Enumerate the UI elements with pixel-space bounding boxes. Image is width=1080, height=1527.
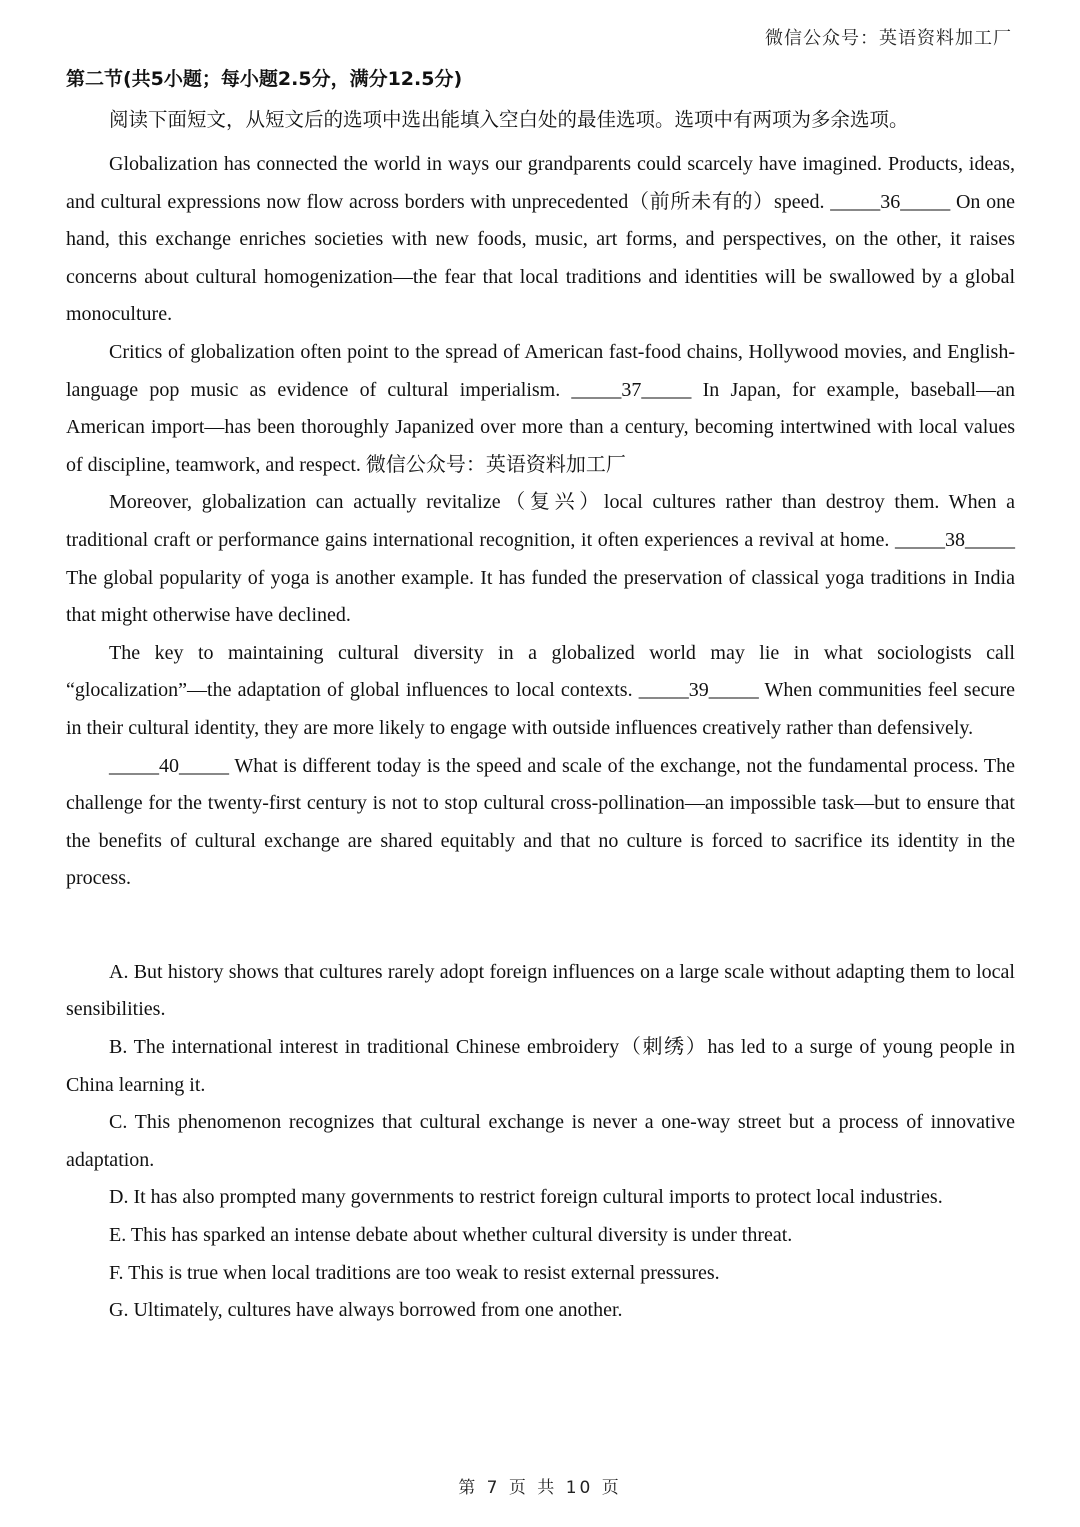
header-watermark: 微信公众号：英语资料加工厂 bbox=[765, 28, 1012, 49]
instructions: 阅读下面短文，从短文后的选项中选出能填入空白处的最佳选项。选项中有两项为多余选项。 bbox=[109, 108, 909, 131]
options-list bbox=[66, 954, 1015, 1330]
option-e: E. This has sparked an intense debate about whether cultural diversity is under threat. bbox=[109, 1224, 793, 1247]
option-a: A. But history shows that cultures rarely adopt foreign influences on a large scale without adapting them to local sensibilities. bbox=[66, 960, 1015, 1021]
blank-40: _____40_____ bbox=[109, 754, 229, 777]
page-footer: 第 7 页 共 10 页 bbox=[458, 1478, 622, 1498]
blank-36: _____36_____ bbox=[830, 190, 951, 213]
blank-37: _____37_____ bbox=[571, 378, 692, 401]
paragraph-1-text-a: Globalization has connected the world in ways our grandparents could scarcely have imagined. Products, ideas, and cultural expressions now flow across borders with unprecedented（前所未有的）speed. bbox=[66, 153, 1015, 213]
option-d: D. It has also prompted many governments to restrict foreign cultural imports to protect local industries. bbox=[109, 1186, 943, 1209]
paragraph-3-text-b: The global popularity of yoga is another example. It has funded the preservation of classical yoga traditions in India that might otherwise have declined. bbox=[66, 566, 1015, 627]
section-title: 第二节(共5小题；每小题2.5分，满分12.5分) bbox=[66, 68, 463, 90]
paragraph-3-text-a: Moreover, globalization can actually revitalize（复兴）local cultures rather than destroy them. When a traditional craft or performance gains international recognition, it often experiences a revival at home. bbox=[66, 491, 1015, 551]
paragraph-1 bbox=[66, 146, 1015, 334]
option-c: C. This phenomenon recognizes that cultural exchange is never a one-way street but a process of innovative adaptation. bbox=[66, 1111, 1015, 1171]
option-b: B. The international interest in traditional Chinese embroidery（刺绣）has led to a surge of young people in China learning it. bbox=[66, 1036, 1015, 1096]
blank-39: _____39_____ bbox=[638, 679, 759, 702]
option-f: F. This is true when local traditions are too weak to resist external pressures. bbox=[109, 1261, 720, 1284]
paragraph-2 bbox=[66, 334, 1015, 484]
paragraph-4 bbox=[66, 635, 1015, 748]
option-g: G. Ultimately, cultures have always borrowed from one another. bbox=[109, 1299, 623, 1322]
exam-page bbox=[66, 62, 1015, 1330]
paragraph-1-text-b: On one hand, this exchange enriches societies with new foods, music, art forms, and perspectives, on the other, it raises concerns about cultural homogenization—the fear that local traditions and identities will be swallowed by a global monoculture. bbox=[66, 190, 1015, 326]
paragraph-4-text-b: When communities feel secure in their cultural identity, they are more likely to engage with outside influences creatively rather than defensively. bbox=[66, 679, 1015, 739]
paragraph-3 bbox=[66, 484, 1015, 634]
paragraph-4-text-a: The key to maintaining cultural diversity in a globalized world may lie in what sociologists call “glocalization”—the adaptation of global influences to local contexts. bbox=[66, 641, 1015, 702]
paragraph-2-text-a: Critics of globalization often point to the spread of American fast-food chains, Hollywood movies, and English-language pop music as evidence of cultural imperialism. bbox=[66, 340, 1015, 401]
blank-38: _____38_____ bbox=[895, 528, 1015, 551]
paragraph-5 bbox=[66, 748, 1015, 898]
paragraph-5-text-b: What is different today is the speed and scale of the exchange, not the fundamental process. The challenge for the twenty-first century is not to stop cultural cross-pollination—an impossible task—but to ensure that the benefits of cultural exchange are shared equitably and that no culture is forced to sacrifice its identity in the process. bbox=[66, 754, 1015, 890]
paragraph-2-text-b: In Japan, for example, baseball—an American import—has been thoroughly Japanized over more than a century, becoming intertwined with local values of discipline, teamwork, and respect. 微信公众号：英语资料加工厂 bbox=[66, 378, 1015, 476]
